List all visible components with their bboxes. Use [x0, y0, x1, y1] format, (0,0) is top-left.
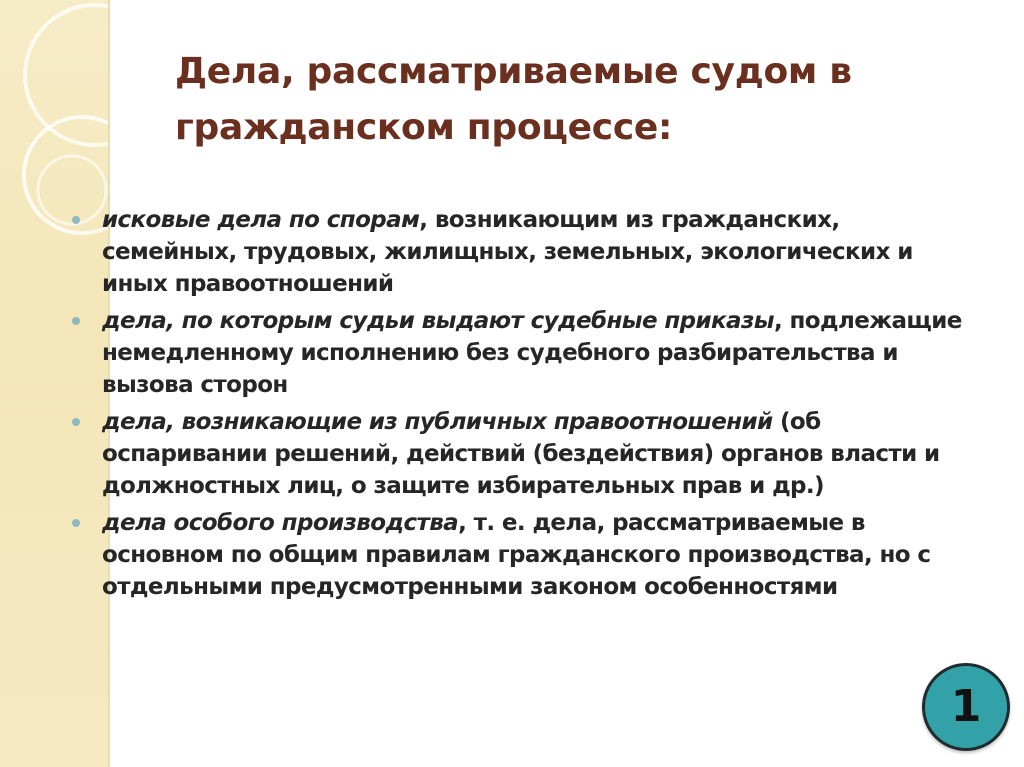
bullet-icon: [72, 216, 80, 224]
item-text: , возникающим из гражданских, семейных, трудовых, жилищных, земельных, экологических и иных правоотношений: [102, 207, 913, 297]
item-italic-text: дела, по которым судьи выдают судебные приказы: [102, 308, 774, 334]
item-text: (об оспаривании решений, действий (бездействия) органов власти и должностных лиц, о защите избирательных прав и др.): [102, 409, 940, 499]
bullet-list: [70, 204, 970, 608]
page-number-badge: [922, 663, 1010, 751]
list-item: [70, 406, 970, 502]
item-text: , подлежащие немедленному исполнению без судебного разбирательства и вызова сторон: [102, 308, 962, 398]
slide-title: Дела, рассматриваемые судом в гражданском процессе:: [175, 51, 852, 148]
list-item: [70, 507, 970, 603]
bullet-icon: [72, 317, 80, 325]
list-item: [70, 204, 970, 300]
item-italic-text: исковые дела по спорам: [102, 207, 420, 233]
item-italic-text: дела особого производства: [102, 510, 459, 536]
page-number: 1: [950, 681, 982, 732]
item-italic-text: дела, возникающие из публичных правоотношений: [102, 409, 773, 435]
item-text: , т. е. дела, рассматриваемые в основном по общим правилам гражданского производства, но с отдельными предусмотренными законом особенностями: [102, 510, 931, 600]
bullet-icon: [72, 418, 80, 426]
list-item: [70, 305, 970, 401]
bullet-icon: [72, 519, 80, 527]
